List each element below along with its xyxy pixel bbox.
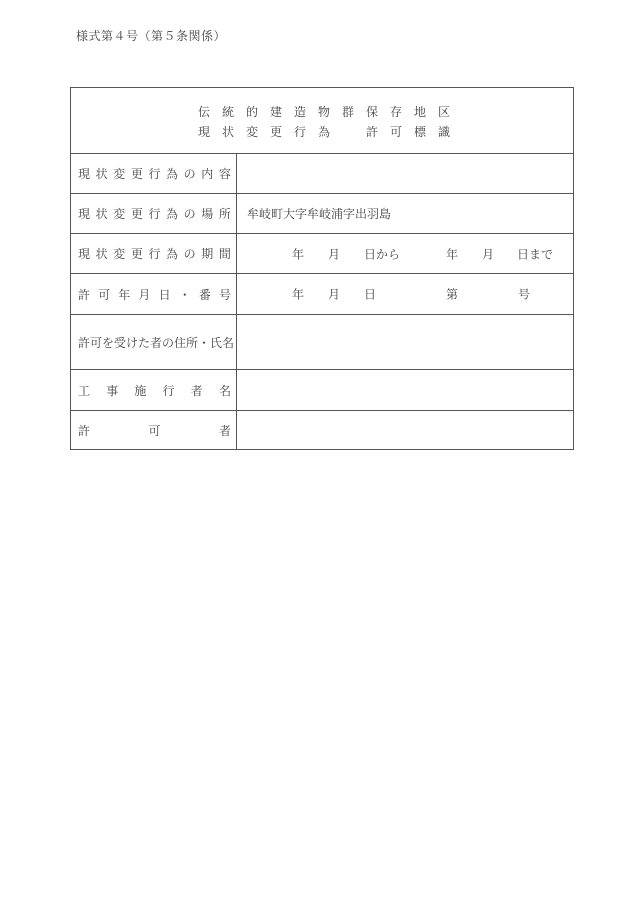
label-char: 行 bbox=[148, 247, 161, 261]
row-permittee bbox=[71, 315, 573, 370]
to-year-unit: 年 bbox=[446, 247, 459, 261]
label-permittee: 許可を受けた者の住所・氏名 bbox=[71, 315, 237, 369]
label-change-location bbox=[71, 194, 237, 233]
value-permittee bbox=[238, 315, 573, 369]
label-char: 可 bbox=[98, 287, 111, 302]
permit-number-suffix: 号 bbox=[518, 287, 531, 302]
title-block bbox=[71, 88, 573, 154]
label-char: 名 bbox=[218, 383, 231, 398]
label-char: の bbox=[183, 167, 196, 181]
permit-month-unit: 月 bbox=[328, 287, 341, 302]
label-char: 現 bbox=[78, 247, 91, 261]
permit-year-unit: 年 bbox=[292, 287, 305, 302]
label-change-period bbox=[71, 234, 237, 273]
form-reference: 様式第４号（第５条関係） bbox=[76, 29, 227, 43]
value-contractor bbox=[238, 370, 573, 410]
label-char: 状 bbox=[95, 167, 108, 181]
label-permit-date-number bbox=[71, 274, 237, 314]
label-char: 施 bbox=[134, 383, 147, 398]
label-char: 行 bbox=[162, 383, 175, 398]
label-char: 容 bbox=[218, 167, 231, 181]
label-char: 変 bbox=[113, 207, 126, 221]
permit-number-prefix: 第 bbox=[446, 287, 459, 302]
label-char: 可 bbox=[148, 423, 161, 438]
label-char: 為 bbox=[166, 167, 179, 181]
label-char: 許 bbox=[78, 423, 91, 438]
label-char: 為 bbox=[166, 247, 179, 261]
value-change-period bbox=[238, 234, 573, 273]
label-char: 更 bbox=[130, 247, 143, 261]
title-line-1: 伝 統 的 建 造 物 群 保 存 地 区 bbox=[198, 105, 451, 119]
row-change-location bbox=[71, 194, 573, 234]
value-change-content bbox=[238, 154, 573, 193]
label-contractor bbox=[71, 370, 237, 410]
label-char: 許 bbox=[78, 287, 91, 302]
value-permit-date-number bbox=[238, 274, 573, 314]
label-char: 行 bbox=[148, 167, 161, 181]
permit-day-unit: 日 bbox=[364, 287, 377, 302]
label-char: 者 bbox=[190, 383, 203, 398]
label-char: 変 bbox=[113, 247, 126, 261]
label-char: 間 bbox=[218, 247, 231, 261]
label-char: 月 bbox=[138, 287, 151, 302]
label-char: 変 bbox=[113, 167, 126, 181]
from-day-unit: 日から bbox=[364, 247, 401, 261]
label-char: 者 bbox=[218, 423, 231, 438]
label-char: の bbox=[183, 247, 196, 261]
row-change-period bbox=[71, 234, 573, 274]
label-char: 番 bbox=[198, 287, 211, 302]
label-char: 現 bbox=[78, 207, 91, 221]
from-year-unit: 年 bbox=[292, 247, 305, 261]
label-char: 更 bbox=[130, 167, 143, 181]
label-char: 為 bbox=[166, 207, 179, 221]
row-permit-date-number bbox=[71, 274, 573, 315]
to-day-unit: 日まで bbox=[517, 247, 554, 261]
label-char: 状 bbox=[95, 207, 108, 221]
label-permitter bbox=[71, 411, 237, 449]
label-char: 行 bbox=[148, 207, 161, 221]
label-char: の bbox=[183, 207, 196, 221]
label-char: 状 bbox=[95, 247, 108, 261]
value-change-location: 牟岐町大字牟岐浦字出羽島 bbox=[247, 207, 392, 221]
label-char: 内 bbox=[201, 167, 214, 181]
label-char: 現 bbox=[78, 167, 91, 181]
label-char: 工 bbox=[78, 383, 91, 398]
row-permitter bbox=[71, 411, 573, 449]
label-char: 年 bbox=[118, 287, 131, 302]
permit-sign-form bbox=[70, 87, 574, 450]
from-month-unit: 月 bbox=[328, 247, 341, 261]
label-change-content bbox=[71, 154, 237, 193]
title-line-2: 現 状 変 更 行 為 許 可 標 識 bbox=[198, 125, 451, 139]
label-char: 場 bbox=[201, 207, 214, 221]
label-char: 号 bbox=[218, 287, 231, 302]
row-contractor bbox=[71, 370, 573, 411]
label-char: 日 bbox=[158, 287, 171, 302]
label-char: 更 bbox=[130, 207, 143, 221]
label-char: 事 bbox=[106, 383, 119, 398]
label-char: ・ bbox=[178, 287, 191, 302]
label-char: 所 bbox=[218, 207, 231, 221]
label-char: 期 bbox=[201, 247, 214, 261]
row-change-content bbox=[71, 154, 573, 194]
to-month-unit: 月 bbox=[482, 247, 495, 261]
value-permitter bbox=[238, 411, 573, 449]
